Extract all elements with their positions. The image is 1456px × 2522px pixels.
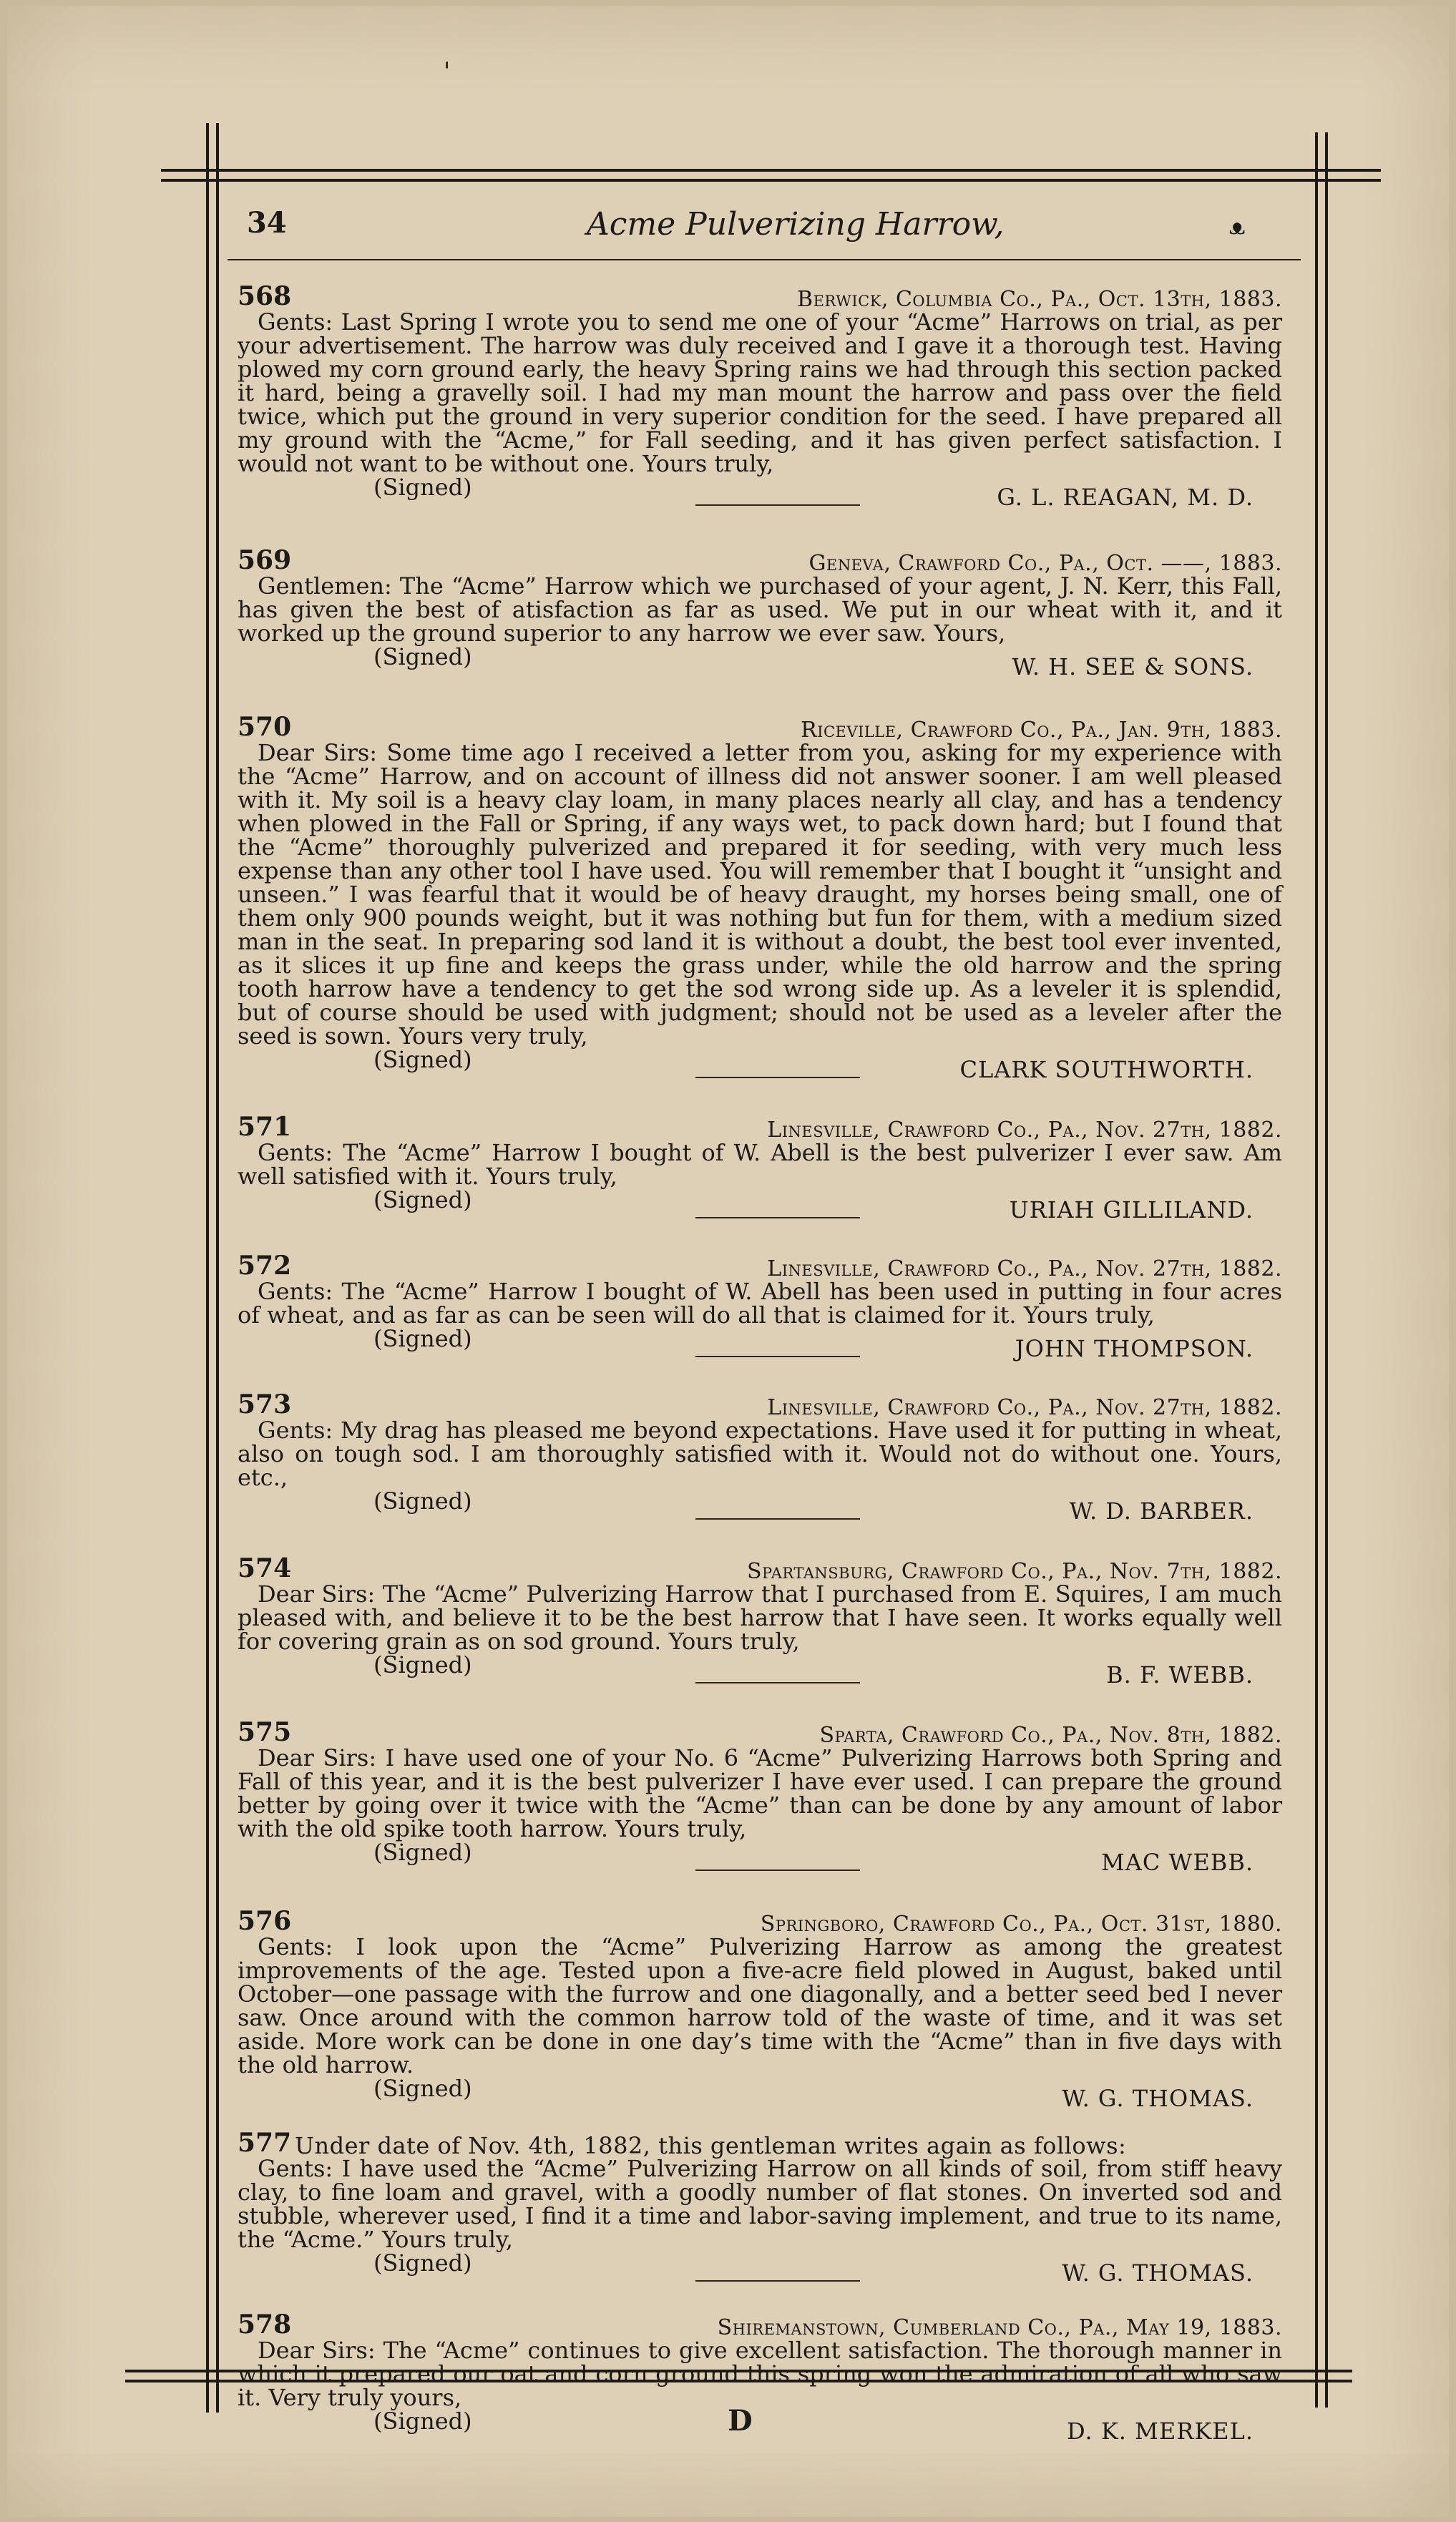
letter-place-date: Sparta, Crawford Co., Pa., Nov. 8th, 1882. <box>819 1723 1282 1748</box>
letter-569 <box>238 545 1282 683</box>
header-mark: ᴥ <box>1229 215 1246 240</box>
letter-body: Gents: Last Spring I wrote you to send me one of your “Acme” Harrows on trial, as per your advertisement. The harrow was duly received and I gave it a thorough test. Having plowed my corn ground early, the heavy Spring rains we had through this section packed it hard, being a gravelly soil. I had my man mount the harrow and pass over the field twice, which put the ground in very superior condition for the seed. I have prepared all my ground with the “Acme,” for Fall seeding, and it has given perfect satisfaction. I would not want to be without one. Yours truly, <box>238 308 1282 477</box>
letter-place-date: Linesville, Crawford Co., Pa., Nov. 27th, 1882. <box>767 1395 1282 1420</box>
letter-place-date: Linesville, Crawford Co., Pa., Nov. 27th, 1882. <box>767 1118 1282 1143</box>
letter-568 <box>238 281 1282 513</box>
letter-body: Dear Sirs: I have used one of your No. 6 “Acme” Pulverizing Harrows both Spring and Fall of this year, and it is the best pulverizer I have ever used. I can prepare the ground better by going over it twice with the “Acme” than can be done by any amount of labor with the old spike tooth harrow. Yours truly, <box>238 1744 1282 1842</box>
left-rule-outer <box>206 123 209 2413</box>
signed-label: (Signed) <box>373 2408 472 2435</box>
letter-578 <box>238 2310 1282 2447</box>
letter-signer: W. G. THOMAS. <box>1062 2085 1254 2112</box>
signed-label: (Signed) <box>373 1487 472 1515</box>
right-rule-outer <box>1325 132 1328 2408</box>
letter-place-date: Shiremanstown, Cumberland Co., Pa., May 19, 1883. <box>717 2315 1282 2340</box>
letter-place-date: Spartansburg, Crawford Co., Pa., Nov. 7th, 1882. <box>746 1559 1282 1584</box>
letter-number: 569 <box>238 545 292 575</box>
letter-number: 572 <box>238 1251 292 1281</box>
letter-575 <box>238 1717 1282 1878</box>
letter-place-date: Riceville, Crawford Co., Pa., Jan. 9th, 1883. <box>801 718 1282 743</box>
letters-list <box>238 281 1282 2447</box>
signed-label: (Signed) <box>373 1325 472 1352</box>
letter-signer: D. K. MERKEL. <box>1066 2418 1254 2445</box>
letter-577 <box>238 2128 1282 2289</box>
letter-572 <box>238 1251 1282 1364</box>
letter-signer: JOHN THOMPSON. <box>1015 1335 1254 1362</box>
signed-label: (Signed) <box>373 1839 472 1866</box>
letter-signer: G. L. REAGAN, M. D. <box>997 484 1254 511</box>
letter-signer: CLARK SOUTHWORTH. <box>959 1056 1254 1083</box>
signature-line <box>695 2280 860 2282</box>
letter-number: 571 <box>238 1112 292 1142</box>
top-tick-mark: ' <box>444 57 451 86</box>
signature-mark: D <box>728 2404 753 2438</box>
letter-signer: W. D. BARBER. <box>1069 1497 1254 1525</box>
letter-571 <box>238 1112 1282 1226</box>
signature-line <box>695 1356 860 1357</box>
letter-number: 577 <box>238 2128 292 2158</box>
signed-label: (Signed) <box>373 2249 472 2277</box>
signed-label: (Signed) <box>373 2075 472 2102</box>
letter-number: 574 <box>238 1553 292 1583</box>
signature-line <box>695 1869 860 1871</box>
letter-570 <box>238 712 1282 1085</box>
letter-place-date: Geneva, Crawford Co., Pa., Oct. ——, 1883. <box>808 551 1282 576</box>
page-number: 34 <box>247 206 287 240</box>
signature-line <box>695 1518 860 1520</box>
letter-signer: W. G. THOMAS. <box>1062 2259 1254 2287</box>
signed-label: (Signed) <box>373 1651 472 1678</box>
letter-number: 578 <box>238 2310 292 2340</box>
letter-body: Gents: The “Acme” Harrow I bought of W. Abell is the best pulverizer I ever saw. Am well satisfied with it. Yours truly, <box>238 1139 1282 1190</box>
letter-signer: B. F. WEBB. <box>1106 1661 1254 1688</box>
right-rule-inner <box>1315 132 1318 2408</box>
letter-body: Dear Sirs: The “Acme” Pulverizing Harrow that I purchased from E. Squires, I am much pleased with, and believe it to be the best harrow that I have seen. It works equally well for covering grain as on sod ground. Yours truly, <box>238 1580 1282 1655</box>
letter-body: Gentlemen: The “Acme” Harrow which we purchased of your agent, J. N. Kerr, this Fall, has given the best of atisfaction as far as used. We put in our wheat with it, and it worked up the ground superior to any harrow we ever saw. Yours, <box>238 572 1282 647</box>
page-title: Acme Pulverizing Harrow, <box>587 206 1005 243</box>
signed-label: (Signed) <box>373 1186 472 1213</box>
top-rule-outer <box>161 169 1381 172</box>
letter-body: Dear Sirs: The “Acme” continues to give excellent satisfaction. The thorough manner in which it prepared our oat and corn ground this spring won the admiration of all who saw it. Very truly yours, <box>238 2337 1282 2411</box>
letter-574 <box>238 1553 1282 1691</box>
letter-signer: W. H. SEE & SONS. <box>1012 653 1254 680</box>
signed-label: (Signed) <box>373 643 472 670</box>
letter-body: Gents: The “Acme” Harrow I bought of W. Abell has been used in putting in four acres of wheat, and as far as can be seen will do all that is claimed for it. Yours truly, <box>238 1278 1282 1329</box>
letter-intro: Under date of Nov. 4th, 1882, this gentleman writes again as follows: <box>295 2132 1127 2159</box>
letter-number: 576 <box>238 1906 292 1936</box>
letter-number: 575 <box>238 1717 292 1747</box>
letter-number: 570 <box>238 712 292 742</box>
top-rule-inner <box>161 179 1381 182</box>
signature-line <box>695 1077 860 1078</box>
signed-label: (Signed) <box>373 474 472 501</box>
left-rule-inner <box>216 123 219 2413</box>
signature-line <box>695 1682 860 1683</box>
letter-place-date: Berwick, Columbia Co., Pa., Oct. 13th, 1883. <box>797 287 1282 312</box>
letter-body: Dear Sirs: Some time ago I received a letter from you, asking for my experience with the “Acme” Harrow, and on account of illness did not answer sooner. I am well pleased with it. My soil is a heavy clay loam, in many places nearly all clay, and has a tendency when plowed in the Fall or Spring, if any ways wet, to pack down hard; but I found that the “Acme” thoroughly pulverized and prepared it for seeding, with very much less expense than any other tool I have used. You will remember that I bought it “unsight and unseen.” I was fearful that it would be of heavy draught, my horses being small, one of them only 900 pounds weight, but it was nothing but fun for them, with a medium sized man in the seat. In preparing sod land it is without a doubt, the best tool ever invented, as it slices it up fine and keeps the grass under, while the old harrow and the spring tooth harrow have a tendency to get the sod wrong side up. As a leveler it is splendid, but of course should be used with judgment; should not be used as a leveler after the seed is sown. Yours very truly, <box>238 739 1282 1050</box>
header-underline <box>228 259 1301 260</box>
signature-line <box>695 1217 860 1218</box>
letter-number: 573 <box>238 1389 292 1419</box>
letter-body: Gents: My drag has pleased me beyond expectations. Have used it for putting in wheat, also on tough sod. I am thoroughly satisfied with it. Would not do without one. Yours, etc., <box>238 1417 1282 1491</box>
letter-number: 568 <box>238 281 292 311</box>
signed-label: (Signed) <box>373 1046 472 1073</box>
letter-573 <box>238 1389 1282 1527</box>
letter-place-date: Springboro, Crawford Co., Pa., Oct. 31st, 1880. <box>760 1912 1282 1937</box>
letter-signer: URIAH GILLILAND. <box>1009 1196 1254 1223</box>
letter-signer: MAC WEBB. <box>1101 1849 1254 1876</box>
signature-line <box>695 504 860 506</box>
letter-body: Gents: I have used the “Acme” Pulverizing Harrow on all kinds of soil, from stiff heavy clay, to fine loam and gravel, with a goodly number of flat stones. On inverted sod and stubble, wherever used, I find it a time and labor-saving implement, and true to its name, the “Acme.” Yours truly, <box>238 2155 1282 2253</box>
letter-body: Gents: I look upon the “Acme” Pulverizing Harrow as among the greatest improvements of the age. Tested upon a five-acre field plowed in August, baked until October—one passage with the furrow and one diagonally, and a better seed bed I never saw. Once around with the common harrow told of the waste of time, and it was set aside. More work can be done in one day’s time with the “Acme” than in five days with the old harrow. <box>238 1933 1282 2078</box>
letter-place-date: Linesville, Crawford Co., Pa., Nov. 27th, 1882. <box>767 1256 1282 1281</box>
letter-576 <box>238 1906 1282 2114</box>
